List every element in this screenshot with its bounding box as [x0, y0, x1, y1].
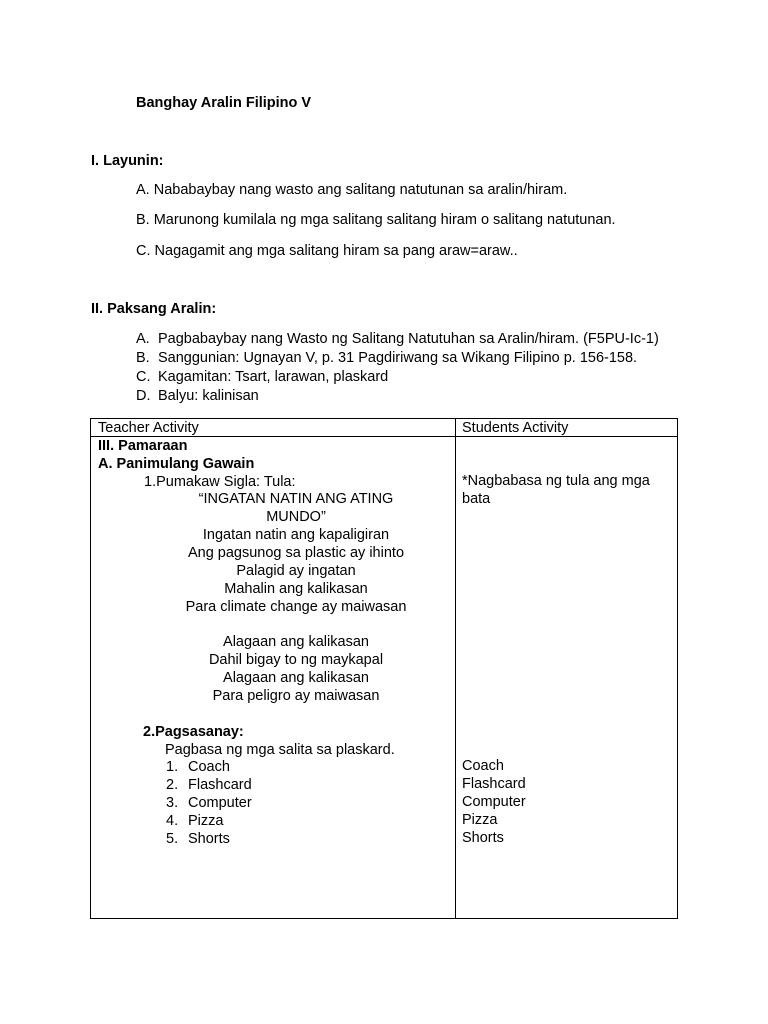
- topic-text: Kagamitan: Tsart, larawan, plaskard: [158, 369, 389, 385]
- topic-text: Sanggunian: Ugnayan V, p. 31 Pagdiriwang sa Wikang Filipino p. 156-158.: [158, 350, 638, 366]
- word-number: 5.: [166, 831, 179, 847]
- header-teacher-activity: Teacher Activity: [98, 420, 199, 436]
- poem-line: Alagaan ang kalikasan: [223, 634, 369, 650]
- word-text: Flashcard: [188, 777, 252, 793]
- word-number: 4.: [166, 813, 179, 829]
- topic-letter: B.: [136, 350, 150, 366]
- poem-line: Para climate change ay maiwasan: [185, 599, 407, 615]
- student-response-line-2: bata: [462, 491, 491, 507]
- pagsasanay-instruction: Pagbasa ng mga salita sa plaskard.: [165, 742, 395, 758]
- section-heading-paksang-aralin: II. Paksang Aralin:: [91, 301, 217, 317]
- poem-line: Para peligro ay maiwasan: [212, 688, 380, 704]
- document-title: Banghay Aralin Filipino V: [136, 95, 312, 111]
- section-heading-layunin: I. Layunin:: [91, 153, 164, 169]
- poem-line: Palagid ay ingatan: [236, 563, 356, 579]
- student-response-line-1: *Nagbabasa ng tula ang mga: [462, 473, 650, 489]
- student-word: Shorts: [462, 830, 504, 846]
- word-list-item: [166, 776, 252, 794]
- word-list-item: [166, 830, 230, 848]
- poem-line: Dahil bigay to ng maykapal: [208, 652, 384, 668]
- step-pagsasanay: 2.Pagsasanay:: [143, 724, 244, 740]
- topic-text: Pagbabaybay nang Wasto ng Salitang Natutuhan sa Aralin/hiram. (F5PU-Ic-1): [158, 331, 659, 347]
- topic-item-a: [136, 331, 659, 347]
- student-word: Coach: [462, 758, 504, 774]
- header-students-activity: Students Activity: [462, 420, 569, 436]
- word-list-item: [166, 758, 230, 776]
- poem-line: Alagaan ang kalikasan: [223, 670, 369, 686]
- topic-letter: C.: [136, 369, 151, 385]
- word-number: 2.: [166, 777, 179, 793]
- word-number: 1.: [166, 759, 179, 775]
- student-word: Pizza: [462, 812, 498, 828]
- poem-line: Ingatan natin ang kapaligiran: [202, 527, 390, 543]
- objective-a: A. Nababaybay nang wasto ang salitang natutunan sa aralin/hiram.: [136, 182, 568, 198]
- topic-item-c: [136, 369, 388, 385]
- lesson-activity-table: [90, 418, 678, 919]
- step-pumakaw-sigla: 1.Pumakaw Sigla: Tula:: [144, 474, 296, 490]
- word-text: Computer: [188, 795, 252, 811]
- student-word: Flashcard: [462, 776, 526, 792]
- objective-b: B. Marunong kumilala ng mga salitang salitang hiram o salitang natutunan.: [136, 212, 616, 228]
- topic-item-b: [136, 350, 637, 366]
- poem-title-line-1: “INGATAN NATIN ANG ATING: [198, 491, 394, 507]
- subsection-panimulang-gawain: A. Panimulang Gawain: [98, 456, 255, 472]
- section-pamaraan: III. Pamaraan: [98, 438, 188, 454]
- poem-line: Ang pagsunog sa plastic ay ihinto: [187, 545, 405, 561]
- word-text: Coach: [188, 759, 230, 775]
- word-text: Pizza: [188, 813, 224, 829]
- objective-c: C. Nagagamit ang mga salitang hiram sa pang araw=araw..: [136, 243, 518, 259]
- topic-item-d: [136, 388, 259, 404]
- word-list-item: [166, 812, 223, 830]
- poem-title-line-2: MUNDO”: [266, 509, 326, 525]
- topic-letter: A.: [136, 331, 150, 347]
- topic-text: Balyu: kalinisan: [158, 388, 259, 404]
- topic-letter: D.: [136, 388, 151, 404]
- poem-line: Mahalin ang kalikasan: [224, 581, 368, 597]
- student-word: Computer: [462, 794, 526, 810]
- word-list-item: [166, 794, 252, 812]
- word-number: 3.: [166, 795, 179, 811]
- word-text: Shorts: [188, 831, 230, 847]
